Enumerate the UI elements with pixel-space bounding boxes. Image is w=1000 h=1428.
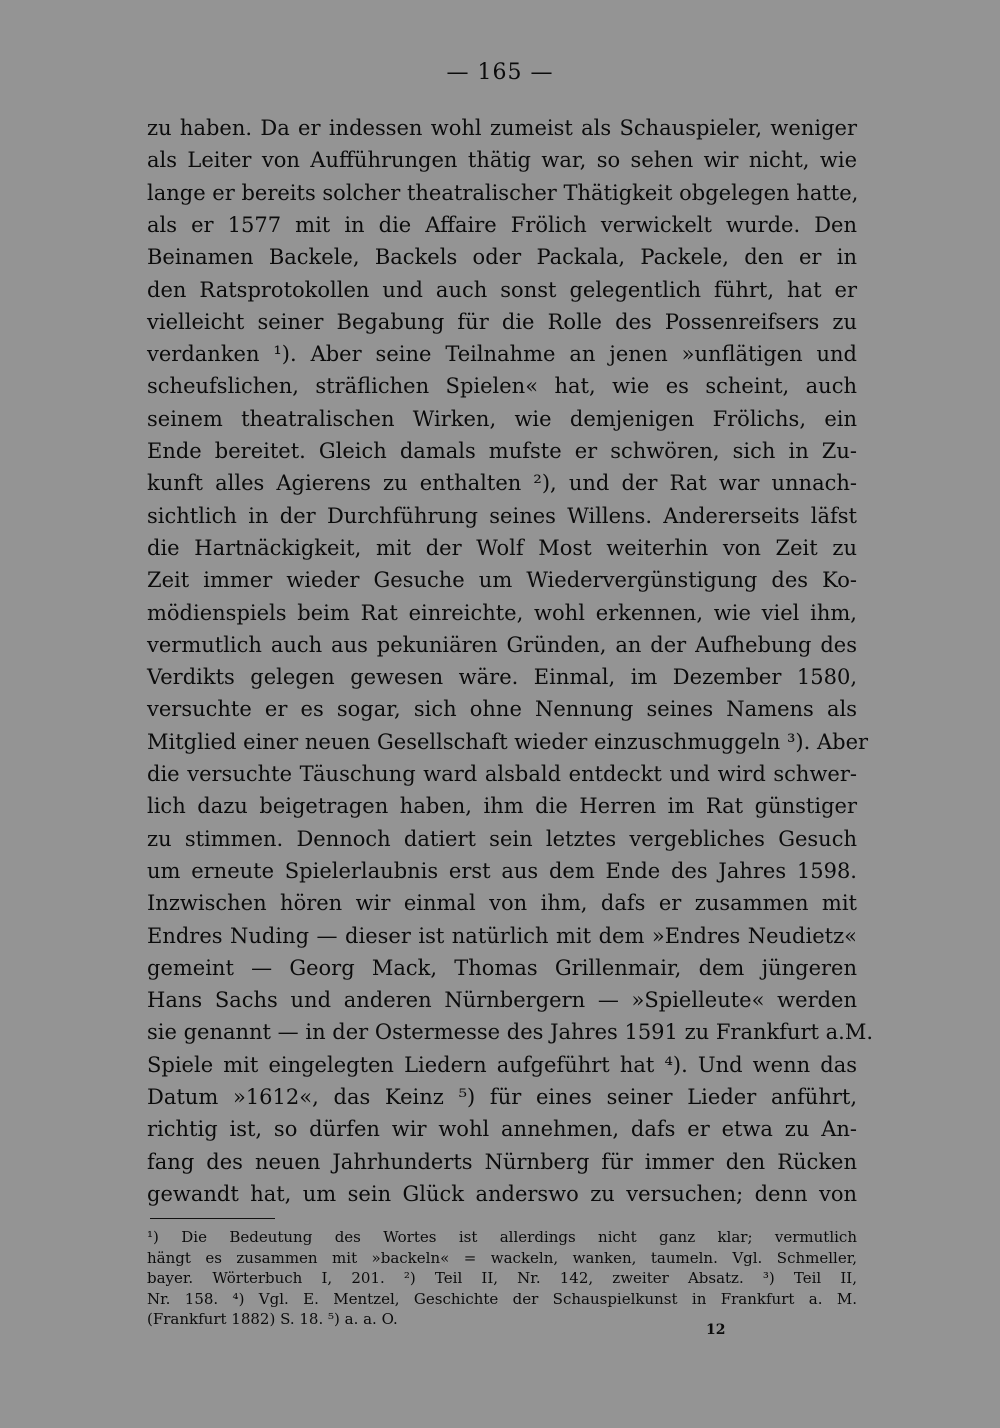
body-line: richtig ist, so dürfen wir wohl annehmen, dafs er etwa zu An- [147, 1117, 857, 1142]
body-line: Mitglied einer neuen Gesellschaft wieder einzuschmuggeln ³). Aber [147, 729, 869, 754]
signature-mark: 12 [706, 1322, 726, 1338]
body-line: Verdikts gelegen gewesen wäre. Einmal, im Dezember 1580, [147, 665, 857, 690]
footnote-line: ¹) Die Bedeutung des Wortes ist allerdings nicht ganz klar; vermutlich [147, 1228, 857, 1246]
body-line: Zeit immer wieder Gesuche um Wiedervergünstigung des Ko- [147, 568, 857, 593]
body-line: versuchte er es sogar, sich ohne Nennung seines Namens als [147, 697, 857, 722]
body-line: mödienspiels beim Rat einreichte, wohl erkennen, wie viel ihm, [147, 600, 857, 625]
body-line: Spiele mit eingelegten Liedern aufgeführt hat ⁴). Und wenn das [147, 1052, 857, 1077]
body-line: seinem theatralischen Wirken, wie demjenigen Frölichs, ein [147, 406, 857, 431]
body-line: Beinamen Backele, Backels oder Packala, Packele, den er in [147, 245, 857, 270]
body-line: zu haben. Da er indessen wohl zumeist als Schauspieler, weniger [147, 116, 857, 140]
body-line: die Hartnäckigkeit, mit der Wolf Most weiterhin von Zeit zu [147, 535, 857, 560]
footnote-line: bayer. Wörterbuch I, 201. ²) Teil II, Nr. 142, zweiter Absatz. ³) Teil II, [147, 1269, 857, 1287]
body-line: fang des neuen Jahrhunderts Nürnberg für immer den Rücken [147, 1149, 857, 1174]
body-line: die versuchte Täuschung ward alsbald entdeckt und wird schwer- [147, 762, 857, 786]
footnote-line: Nr. 158. ⁴) Vgl. E. Mentzel, Geschichte der Schauspielkunst in Frankfurt a. M. [147, 1289, 857, 1308]
body-line: gewandt hat, um sein Glück anderswo zu versuchen; denn von [147, 1181, 857, 1206]
body-line: vielleicht seiner Begabung für die Rolle des Possenreifsers zu [147, 309, 857, 334]
body-line: lich dazu beigetragen haben, ihm die Herren im Rat günstiger [147, 794, 857, 819]
body-line: als Leiter von Aufführungen thätig war, so sehen wir nicht, wie [147, 148, 857, 173]
body-line: sie genannt — in der Ostermesse des Jahres 1591 zu Frankfurt a.M. [147, 1020, 874, 1045]
body-line: lange er bereits solcher theatralischer Thätigkeit obgelegen hatte, [147, 180, 859, 205]
page-number: — 165 — [446, 60, 554, 85]
body-line: sichtlich in der Durchführung seines Willens. Andererseits läfst [147, 503, 857, 528]
body-line: Datum »1612«, das Keinz ⁵) für eines seiner Lieder anführt, [147, 1085, 857, 1109]
body-line: verdanken ¹). Aber seine Teilnahme an jenen »unflätigen und [147, 342, 857, 367]
body-line: zu stimmen. Dennoch datiert sein letztes vergebliches Gesuch [147, 826, 857, 851]
body-line: gemeint — Georg Mack, Thomas Grillenmair, dem jüngeren [147, 955, 857, 980]
body-line: scheufslichen, sträflichen Spielen« hat, wie es scheint, auch [147, 374, 857, 399]
body-line: als er 1577 mit in die Affaire Frölich verwickelt wurde. Den [147, 212, 857, 237]
footnote-divider [150, 1218, 275, 1219]
body-line: Ende bereitet. Gleich damals mufste er schwören, sich in Zu- [147, 439, 857, 463]
footnote-line: (Frankfurt 1882) S. 18. ⁵) a. a. O. [147, 1310, 398, 1328]
body-line: Endres Nuding — dieser ist natürlich mit dem »Endres Neudietz« [147, 923, 857, 948]
body-line: kunft alles Agierens zu enthalten ²), und der Rat war unnach- [147, 471, 857, 496]
body-line: Inzwischen hören wir einmal von ihm, dafs er zusammen mit [147, 891, 857, 916]
body-line: um erneute Spielerlaubnis erst aus dem Ende des Jahres 1598. [147, 858, 857, 883]
body-line: Hans Sachs und anderen Nürnbergern — »Spielleute« werden [147, 988, 857, 1013]
body-line: vermutlich auch aus pekuniären Gründen, an der Aufhebung des [147, 632, 857, 657]
body-line: den Ratsprotokollen und auch sonst gelegentlich führt, hat er [147, 277, 857, 302]
footnote-line: hängt es zusammen mit »backeln« = wackeln, wanken, taumeln. Vgl. Schmeller, [147, 1248, 857, 1267]
